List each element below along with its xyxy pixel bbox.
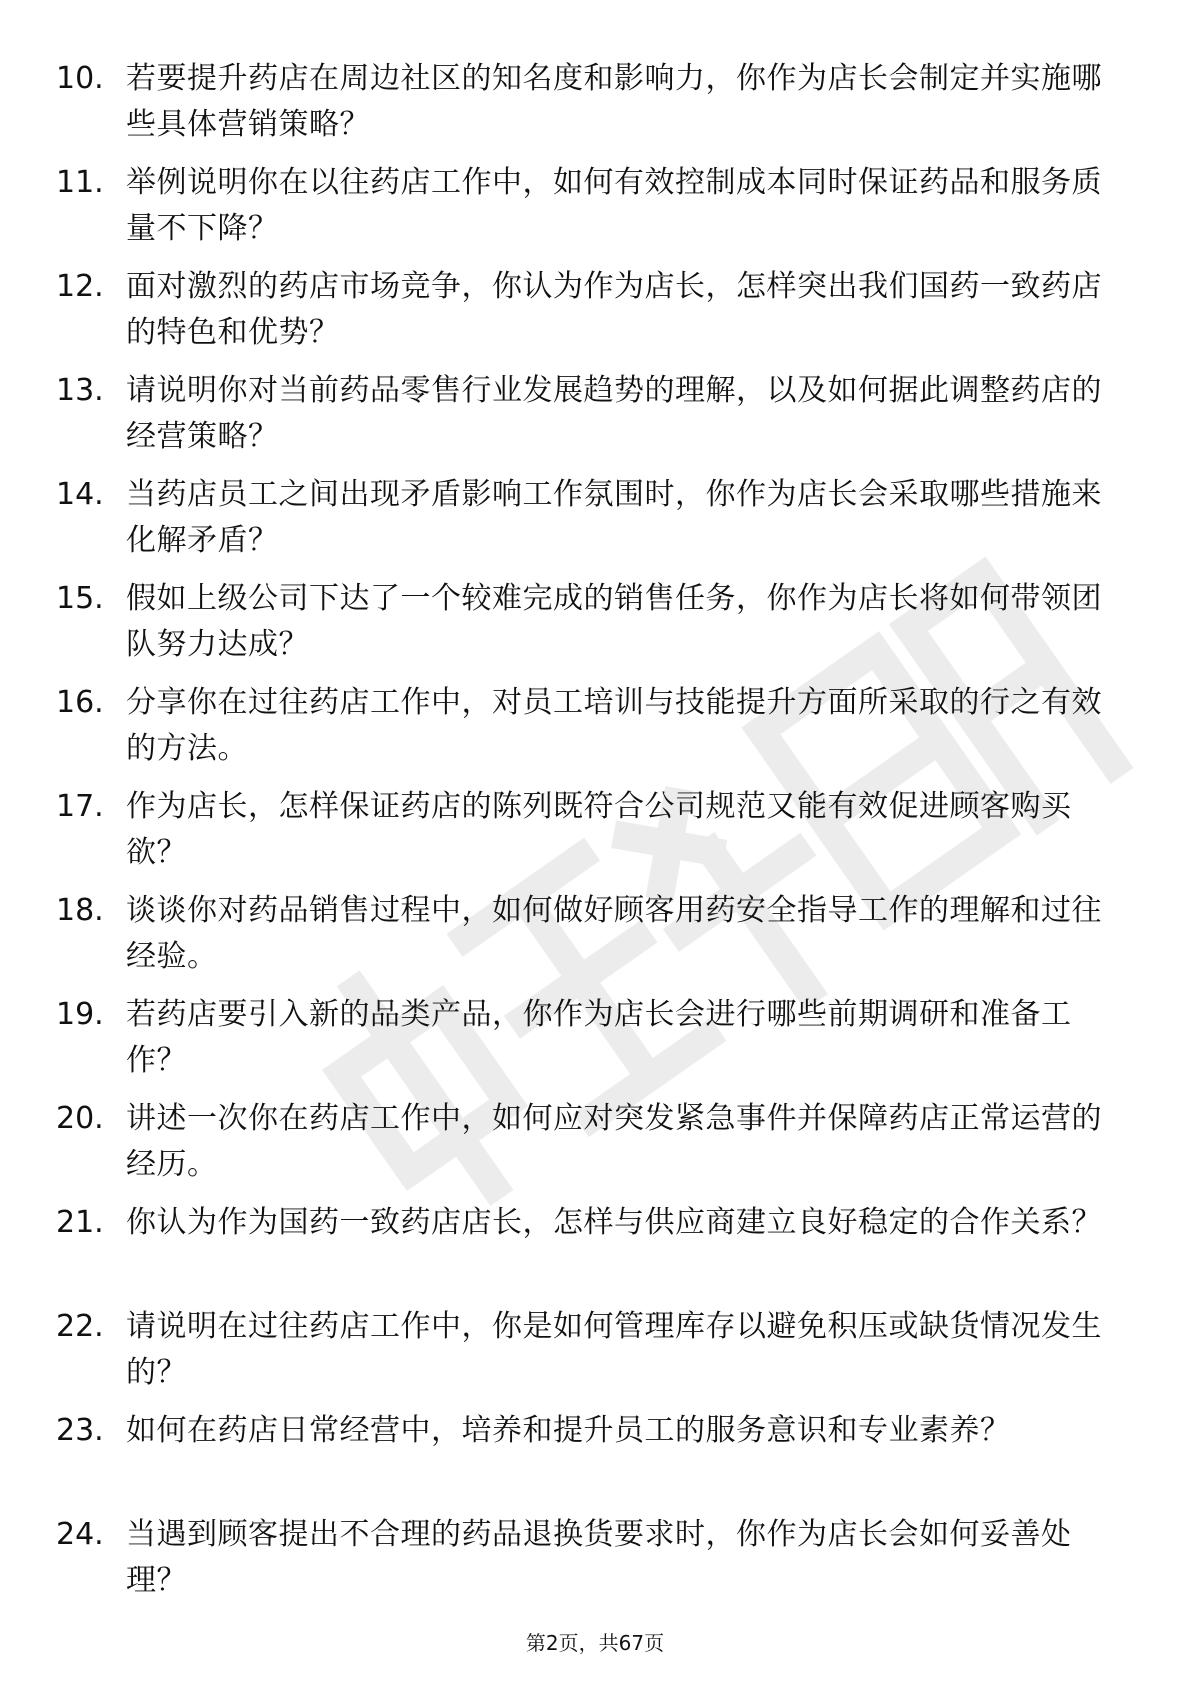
question-item [0,1298,1190,1402]
question-text: 请说明你对当前药品零售行业发展趋势的理解，以及如何据此调整药店的经营策略？ [126,373,1102,454]
question-item [0,674,1190,778]
question-text: 若要提升药店在周边社区的知名度和影响力，你作为店长会制定并实施哪些具体营销策略？ [126,61,1102,142]
question-number: 17. [56,789,104,824]
question-item [0,1506,1190,1610]
question-item [0,258,1190,362]
question-text: 当药店员工之间出现矛盾影响工作氛围时，你作为店长会采取哪些措施来化解矛盾？ [126,477,1102,558]
question-text: 举例说明你在以往药店工作中，如何有效控制成本同时保证药品和服务质量不下降？ [126,165,1102,246]
question-item [0,570,1190,674]
question-number: 12. [56,269,104,304]
question-number: 22. [56,1309,104,1344]
question-number: 16. [56,685,104,720]
question-item [0,1402,1190,1506]
question-item [0,362,1190,466]
question-text: 如何在药店日常经营中，培养和提升员工的服务意识和专业素养？ [126,1413,1011,1448]
question-number: 24. [56,1517,104,1552]
question-item [0,778,1190,882]
question-text: 谈谈你对药品销售过程中，如何做好顾客用药安全指导工作的理解和过往经验。 [126,893,1102,974]
question-number: 20. [56,1101,104,1136]
question-number: 15. [56,581,104,616]
question-number: 10. [56,61,104,96]
question-text: 若药店要引入新的品类产品，你作为店长会进行哪些前期调研和准备工作？ [126,997,1072,1078]
question-text: 请说明在过往药店工作中，你是如何管理库存以避免积压或缺货情况发生的？ [126,1309,1102,1390]
question-number: 21. [56,1205,104,1240]
question-text: 假如上级公司下达了一个较难完成的销售任务，你作为店长将如何带领团队努力达成？ [126,581,1102,662]
question-item [0,1194,1190,1298]
question-item [0,50,1190,154]
question-number: 13. [56,373,104,408]
question-list [0,50,1190,1610]
question-item [0,986,1190,1090]
question-text: 面对激烈的药店市场竞争，你认为作为店长，怎样突出我们国药一致药店的特色和优势？ [126,269,1102,350]
question-text: 作为店长，怎样保证药店的陈列既符合公司规范又能有效促进顾客购买欲？ [126,789,1072,870]
question-number: 23. [56,1413,104,1448]
question-text: 讲述一次你在药店工作中，如何应对突发紧急事件并保障药店正常运营的经历。 [126,1101,1102,1182]
question-item [0,466,1190,570]
question-text: 当遇到顾客提出不合理的药品退换货要求时，你作为店长会如何妥善处理？ [126,1517,1072,1598]
question-item [0,1090,1190,1194]
question-text: 分享你在过往药店工作中，对员工培训与技能提升方面所采取的行之有效的方法。 [126,685,1102,766]
question-number: 19. [56,997,104,1032]
question-number: 14. [56,477,104,512]
question-item [0,154,1190,258]
page-footer: 第2页，共67页 [525,1631,665,1655]
question-number: 11. [56,165,104,200]
question-text: 你认为作为国药一致药店店长，怎样与供应商建立良好稳定的合作关系？ [126,1205,1102,1240]
question-number: 18. [56,893,104,928]
question-item [0,882,1190,986]
